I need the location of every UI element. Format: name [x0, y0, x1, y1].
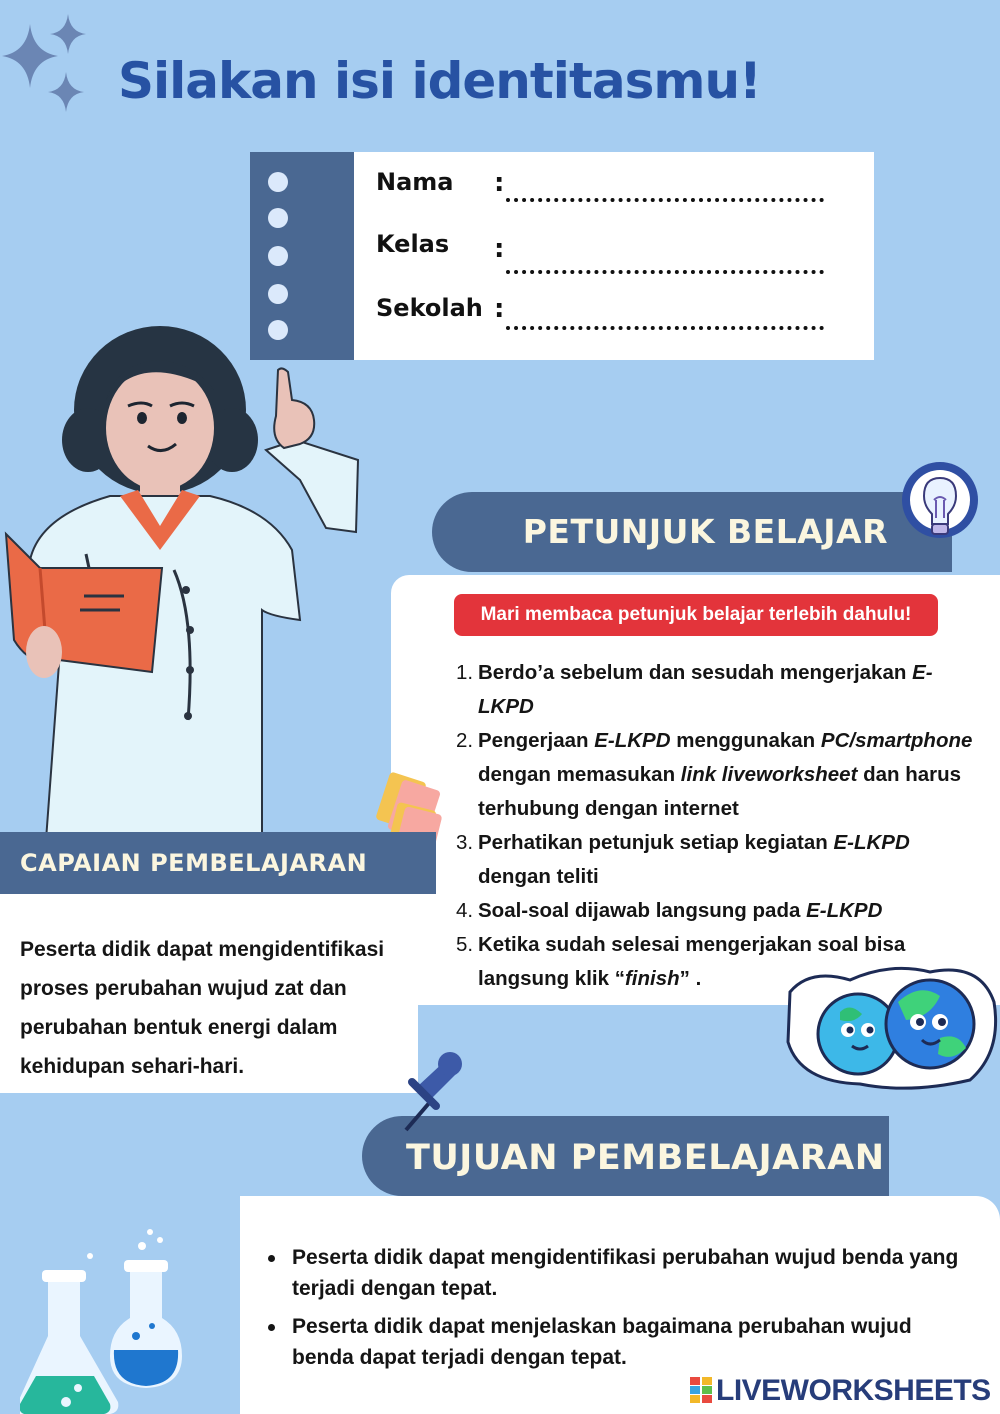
step-1: [456, 656, 986, 724]
step-2: [456, 724, 986, 826]
step-emphasis: finish: [624, 967, 680, 990]
page-title: Silakan isi identitasmu!: [118, 52, 761, 110]
tujuan-item: Peserta didik dapat menjelaskan bagaimana perubahan wujud benda dapat terjadi dengan tepat.: [268, 1311, 968, 1373]
step-text: menggunakan: [670, 729, 821, 752]
liveworksheets-logo: [690, 1374, 991, 1408]
school-colon: :: [494, 294, 505, 324]
step-text: Perhatikan petunjuk setiap kegiatan: [478, 831, 834, 854]
step-text: dan harus terhubung dengan internet: [478, 763, 962, 820]
step-emphasis: link liveworksheet: [680, 763, 858, 786]
class-label: Kelas: [376, 230, 450, 258]
capaian-heading: CAPAIAN PEMBELAJARAN: [0, 832, 436, 894]
school-label: Sekolah: [376, 294, 483, 322]
liveworksheets-mark-icon: [690, 1377, 712, 1403]
pushpin-icon: [400, 1046, 466, 1132]
step-text: Pengerjaan: [478, 729, 595, 752]
name-field[interactable]: [506, 198, 824, 202]
step-emphasis: PC/smartphone: [820, 729, 973, 752]
step-text: dengan memasukan: [478, 763, 681, 786]
capaian-text: Peserta didik dapat mengidentifikasi proses perubahan wujud zat dan perubahan bentuk energi dalam kehidupan sehari-hari.: [20, 938, 385, 1078]
step-emphasis: E-LKPD: [833, 831, 910, 854]
binder-hole: [268, 172, 288, 192]
step-text: dengan teliti: [478, 865, 599, 888]
step-text: Soal-soal dijawab langsung pada: [478, 899, 807, 922]
class-colon: :: [494, 234, 505, 264]
petunjuk-badge: Mari membaca petunjuk belajar terlebih dahulu!: [454, 594, 938, 636]
step-text: Berdo’a sebelum dan sesudah mengerjakan: [478, 661, 913, 684]
name-label: Nama: [376, 168, 454, 196]
tujuan-list: [268, 1242, 968, 1380]
sparkle-icon: [0, 6, 100, 116]
class-field[interactable]: [506, 270, 824, 274]
step-emphasis: E-LKPD: [594, 729, 671, 752]
step-4: [456, 894, 986, 928]
name-colon: :: [494, 168, 505, 198]
earth-mascot-icon: [780, 962, 1000, 1092]
tujuan-heading: TUJUAN PEMBELAJARAN: [362, 1116, 889, 1196]
binder-hole: [268, 284, 288, 304]
step-emphasis: E-LKPD: [806, 899, 883, 922]
school-field[interactable]: [506, 326, 824, 330]
brand-text: LIVEWORKSHEETS: [716, 1374, 991, 1407]
binder-hole: [268, 246, 288, 266]
step-number: 5.: [456, 933, 474, 956]
petunjuk-heading: PETUNJUK BELAJAR: [432, 492, 952, 572]
step-number: 3.: [456, 831, 474, 854]
teacher-illustration: [0, 320, 380, 840]
step-text: Ketika sudah selesai mengerjakan soal bisa langsung klik “: [478, 933, 906, 990]
step-number: 2.: [456, 729, 474, 752]
petunjuk-steps: [456, 656, 986, 996]
tujuan-item: Peserta didik dapat mengidentifikasi perubahan wujud benda yang terjadi dengan tepat.: [268, 1242, 968, 1304]
flask-icon: [20, 1226, 200, 1414]
lightbulb-icon: [900, 460, 980, 550]
step-emphasis: E-LKPD: [478, 661, 933, 718]
step-number: 4.: [456, 899, 474, 922]
binder-hole: [268, 208, 288, 228]
step-number: 1.: [456, 661, 474, 684]
step-text: ” .: [679, 967, 702, 990]
step-3: [456, 826, 986, 894]
